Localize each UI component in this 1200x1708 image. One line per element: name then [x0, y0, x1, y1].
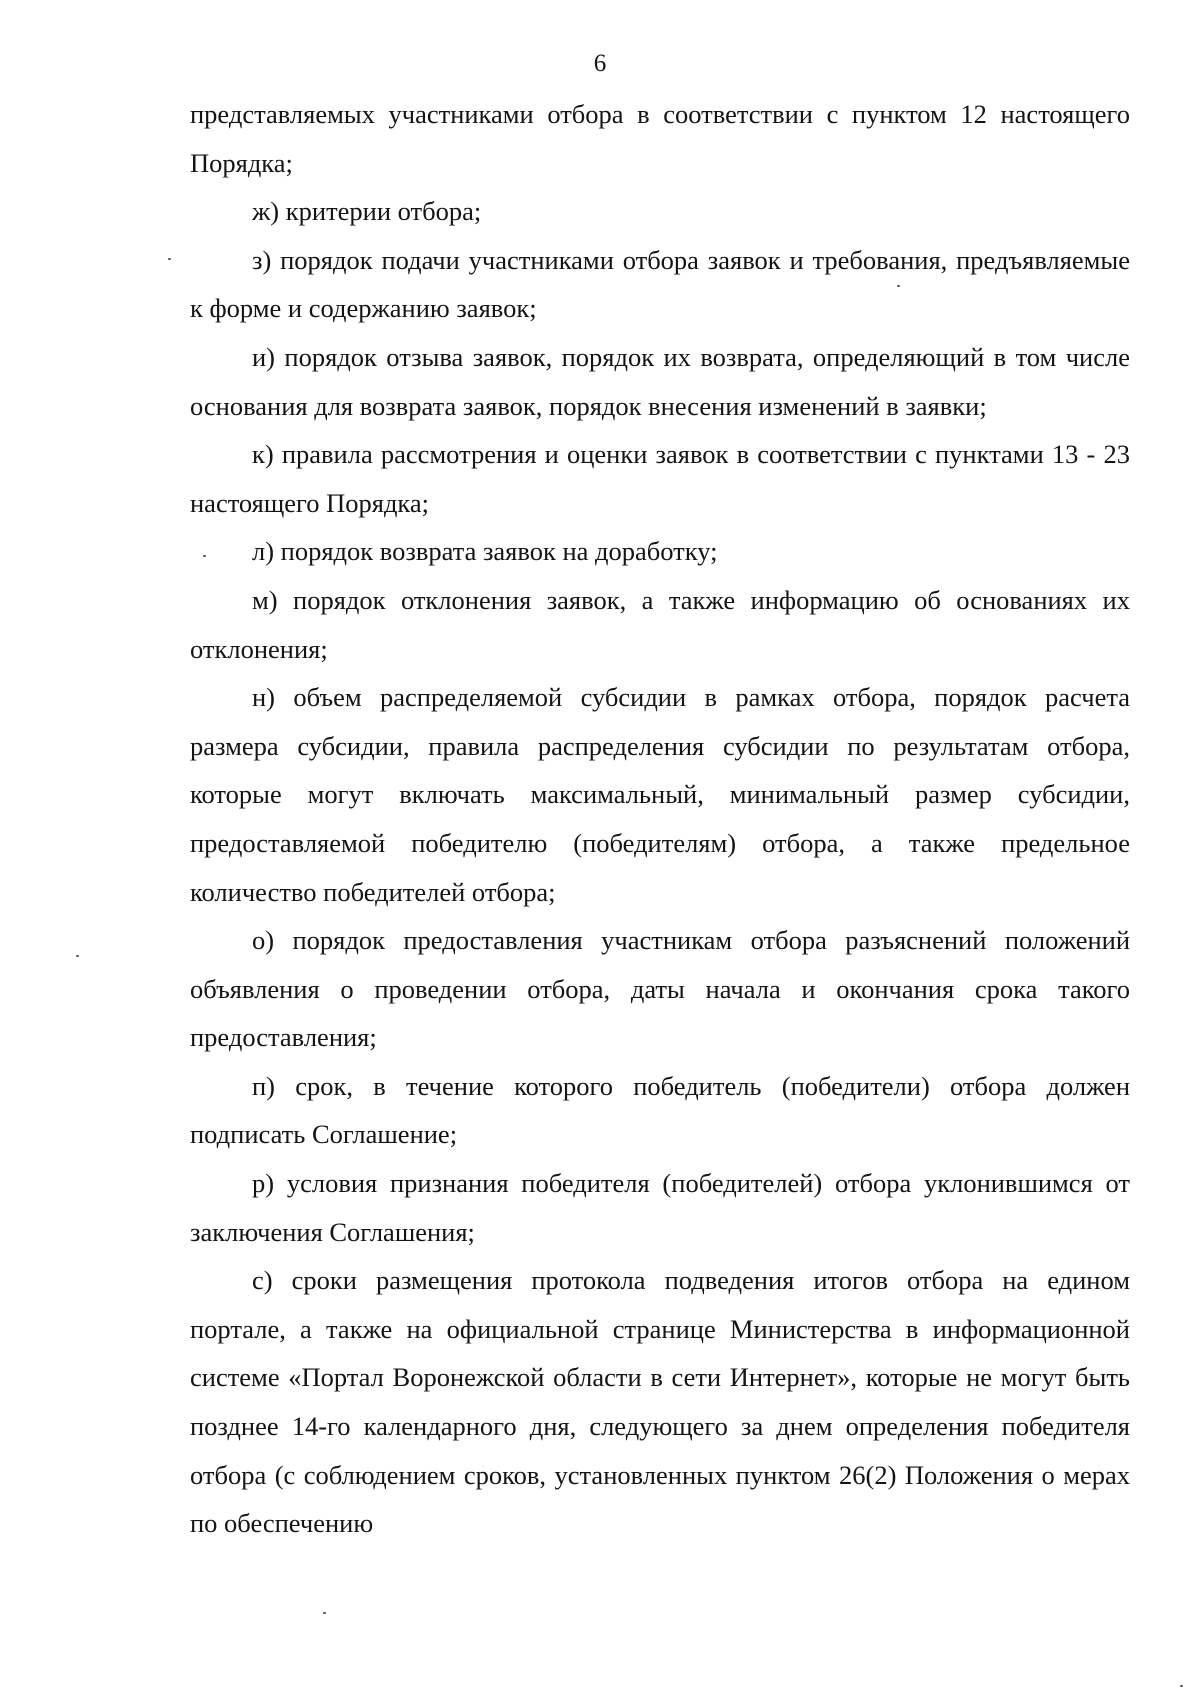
paragraph-continuation: представляемых участниками отбора в соответствии с пунктом 12 настоящего Порядка; [190, 99, 1130, 178]
paragraph-m: м) порядок отклонения заявок, а также информацию об основаниях их отклонения; [190, 584, 1130, 664]
scan-speck [1180, 1685, 1183, 1687]
page-number: 6 [593, 50, 607, 77]
paragraph-o: о) порядок предоставления участникам отбора разъяснений положений объявления о проведении отбора, даты начала и окончания срока такого предоставления; [190, 925, 1130, 1053]
scan-speck [323, 1612, 326, 1614]
paragraph-p: п) срок, в течение которого победитель (победители) отбора должен подписать Соглашение; [190, 1070, 1130, 1150]
scan-speck [76, 955, 79, 957]
paragraph-r: р) условия признания победителя (победителей) отбора уклонившимся от заключения Соглашения; [190, 1168, 1130, 1247]
document-body [190, 90, 1130, 1548]
paragraph-z: з) порядок подачи участниками отбора заявок и требования, предъявляемые к форме и содержанию заявок; [190, 244, 1130, 324]
scan-speck [897, 285, 900, 287]
paragraph-l: л) порядок возврата заявок на доработку; [252, 536, 718, 567]
paragraph-s: с) сроки размещения протокола подведения итогов отбора на едином портале, а также на официальной странице Министерства в информационной системе «Портал Воронежской области в сети Интернет», которые не могут быть позднее 14-го календарного дня, следующего за днем определения победителя отбора (с соблюдением сроков, установленных пунктом 26(2) Положения о мерах по обеспечению [190, 1265, 1130, 1539]
paragraph-i: и) порядок отзыва заявок, порядок их возврата, определяющий в том числе основания для возврата заявок, порядок внесения изменений в заявки; [190, 341, 1130, 421]
scan-speck [203, 555, 206, 557]
paragraph-zh: ж) критерии отбора; [252, 196, 482, 227]
paragraph-n: н) объем распределяемой субсидии в рамках отбора, порядок расчета размера субсидии, правила распределения субсидии по результатам отбора, которые могут включать максимальный, минимальный размер субсидии, предоставляемой победителю (победителям) отбора, а также предельное количество победителей отбора; [190, 682, 1130, 907]
scan-speck [168, 258, 171, 260]
paragraph-k: к) правила рассмотрения и оценки заявок в соответствии с пунктами 13 - 23 настоящего Порядка; [190, 439, 1130, 518]
